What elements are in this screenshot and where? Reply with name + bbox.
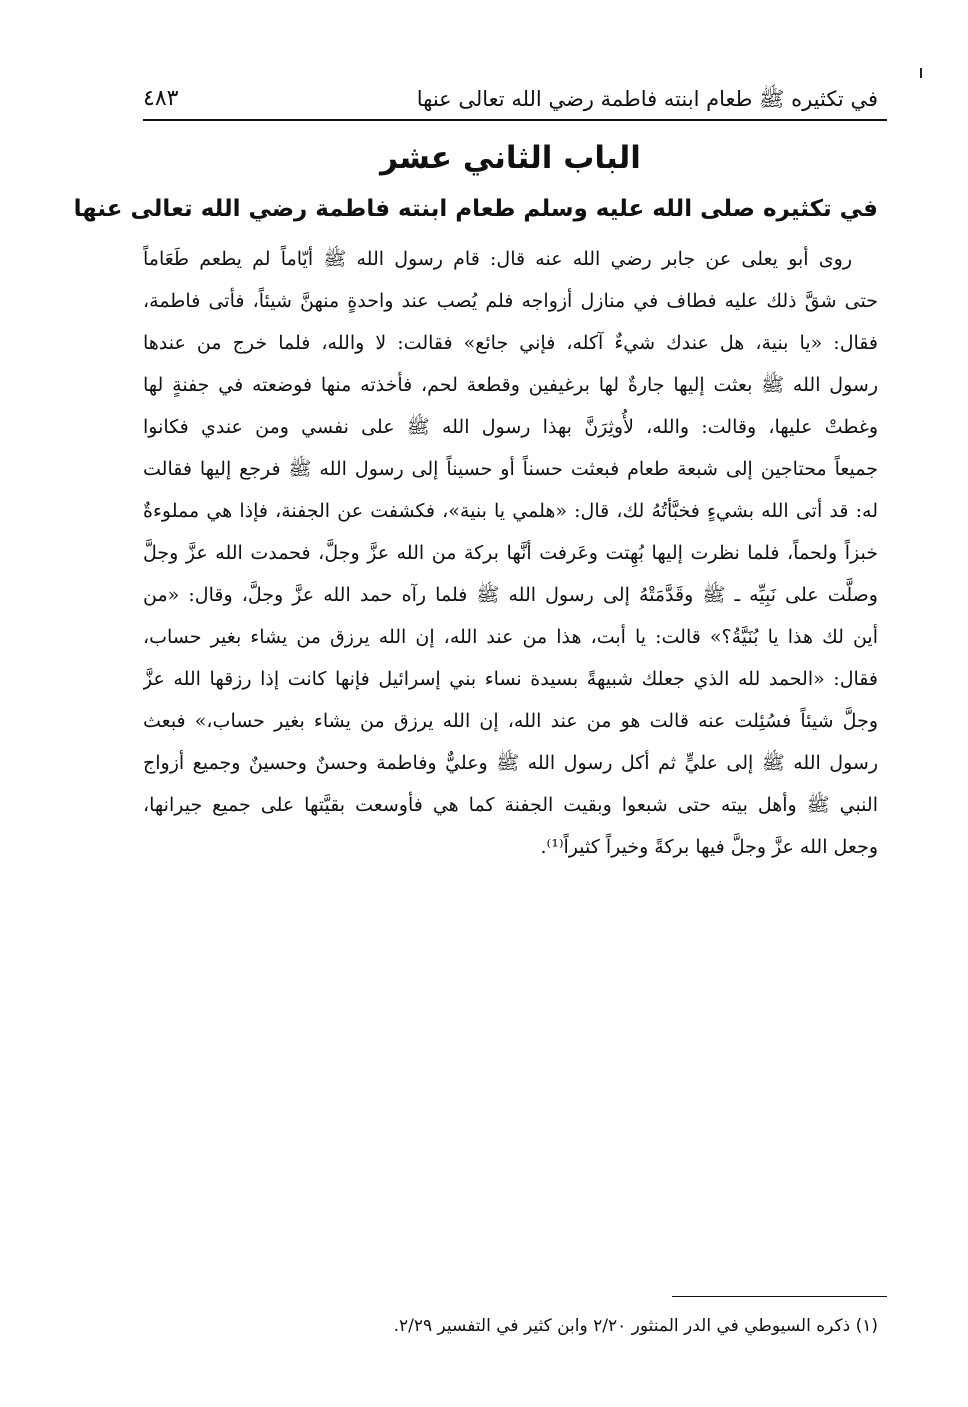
body-line: وجعل الله عزَّ وجلَّ فيها بركةً وخيراً كثيراً⁽¹⁾. (540, 836, 878, 858)
body-line: رسول الله ﷺ بعثت إليها جارةٌ لها برغيفين وقطعة لحم، فأخذته منها فوضعته في جفنةٍ لها (143, 374, 878, 396)
body-line: وجلَّ شيئاً فسُئِلت عنه قالت هو من عند الله، إن الله يرزق من يشاء بغير حساب،» فبعث (143, 710, 878, 732)
page-number: ٤٨٣ (143, 86, 179, 111)
body-line: خبزاً ولحماً، فلما نظرت إليها بُهِتت وعَرفت أنَّها بركة من الله عزَّ وجلَّ، فحمدت الله عزَّ وجلَّ (143, 542, 878, 564)
body-line: فقال: «يا بنية، هل عندك شيءٌ آكله، فإني جائع» فقالت: لا والله، فلما خرج من عندها (143, 332, 878, 354)
body-line: جميعاً محتاجين إلى شبعة طعام فبعثت حسناً أو حسيناً إلى رسول الله ﷺ فرجع إليها فقالت (143, 458, 878, 480)
body-line: النبي ﷺ وأهل بيته حتى شبعوا وبقيت الجفنة كما هي فأوسعت بقيَّتها على جميع جيرانها، (143, 794, 878, 816)
body-line: رسول الله ﷺ إلى عليٍّ ثم أكل رسول الله ﷺ وعليٌّ وفاطمة وحسنٌ وحسينٌ وجميع أزواج (143, 752, 878, 774)
body-line: حتى شقَّ ذلك عليه فطاف في منازل أزواجه فلم يُصب عند واحدةٍ منهنَّ شيئاً، فأتى فاطمة، (143, 290, 878, 312)
body-line: روى أبو يعلى عن جابر رضي الله عنه قال: قام رسول الله ﷺ أيّاماً لم يطعم طَعَاماً (143, 248, 852, 270)
section-title: في تكثيره صلى الله عليه وسلم طعام ابنته فاطمة رضي الله تعالى عنها (73, 196, 878, 222)
body-line: وصلَّت على نَبِيِّه ـ ﷺ وقَدَّمَتْهُ إلى رسول الله ﷺ فلما رآه حمد الله عزَّ وجلَّ، وقال: «من (143, 584, 878, 606)
body-line: له: قد أتى الله بشيءٍ فخبَّأتُهُ لك، قال: «هلمي يا بنية»، فكشفت عن الجفنة، فإذا هي مملوءةٌ (143, 500, 878, 522)
chapter-title: الباب الثاني عشر (380, 140, 641, 176)
body-line: وغطتْ عليها، وقالت: والله، لأُوثِرَنَّ بهذا رسول الله ﷺ على نفسي ومن عندي فكانوا (143, 416, 878, 438)
stray-print-mark (920, 68, 922, 78)
running-title: في تكثيره ﷺ طعام ابنته فاطمة رضي الله تعالى عنها (416, 87, 878, 111)
body-line: أين لك هذا يا بُنَيَّةُ؟» قالت: يا أبت، هذا من عند الله، إن الله يرزق من يشاء بغير حساب، (143, 626, 878, 648)
header-rule (143, 119, 887, 121)
body-text (143, 238, 878, 868)
footnote: (١) ذكره السيوطي في الدر المنثور ٢/٢٠ وابن كثير في التفسير ٢/٢٩. (393, 1316, 878, 1336)
body-line: فقال: «الحمد لله الذي جعلك شبيهةً بسيدة نساء بني إسرائيل فإنها كانت إذا رزقها الله عزَّ (143, 668, 878, 690)
footnote-rule (672, 1296, 887, 1297)
running-header (143, 84, 878, 114)
